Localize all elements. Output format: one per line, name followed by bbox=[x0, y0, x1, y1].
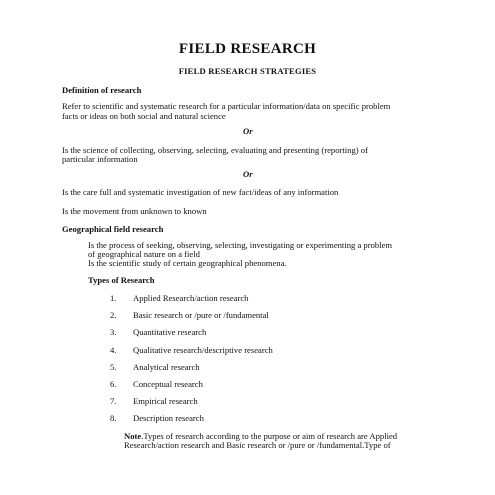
geo-line1: Is the process of seeking, observing, selecting, investigating or experimenting a problem bbox=[88, 240, 393, 250]
or-separator-2: Or bbox=[243, 169, 253, 179]
list-item-label: Applied Research/action research bbox=[133, 293, 249, 303]
list-item-number: 3. bbox=[110, 327, 117, 337]
page-subtitle: FIELD RESEARCH STRATEGIES bbox=[178, 66, 317, 76]
list-item-number: 6. bbox=[110, 379, 117, 389]
list-item-number: 4. bbox=[110, 345, 117, 355]
definition-para3: Is the care full and systematic investigation of new fact/ideas of any information bbox=[62, 187, 339, 197]
geo-line2: of geographical nature on a field bbox=[88, 249, 200, 259]
geo-line3: Is the scientific study of certain geographical phenomena. bbox=[88, 258, 287, 268]
list-item-number: 1. bbox=[110, 293, 117, 303]
types-heading: Types of Research bbox=[88, 275, 155, 285]
list-item-label: Empirical research bbox=[133, 396, 198, 406]
definition-para1-line1: Refer to scientific and systematic research for a particular information/data on specific problem bbox=[62, 101, 391, 111]
definition-heading: Definition of research bbox=[62, 85, 142, 95]
list-item-label: Description research bbox=[133, 413, 204, 423]
list-item-number: 5. bbox=[110, 362, 117, 372]
definition-para1-line2: facts or ideas on both social and natural science bbox=[62, 111, 226, 121]
definition-para2-line1: Is the science of collecting, observing, selecting, evaluating and presenting (reporting) of bbox=[62, 145, 368, 155]
list-item-number: 7. bbox=[110, 396, 117, 406]
list-item-label: Qualitative research/descriptive research bbox=[133, 345, 273, 355]
list-item-label: Basic research or /pure or /fundamental bbox=[133, 310, 269, 320]
list-item-number: 8. bbox=[110, 413, 117, 423]
or-separator-1: Or bbox=[243, 126, 253, 136]
geo-heading: Geographical field research bbox=[62, 224, 164, 234]
list-item-label: Quantitative research bbox=[133, 327, 207, 337]
list-item-label: Conceptual research bbox=[133, 379, 203, 389]
list-item-label: Analytical research bbox=[133, 362, 200, 372]
list-item-number: 2. bbox=[110, 310, 117, 320]
note-line2: Research/action research and Basic research or /pure or /fundamental.Type of bbox=[124, 440, 391, 450]
note-text: .Types of research according to the purpose or aim of research are Applied bbox=[141, 431, 398, 441]
note-label: Note bbox=[124, 431, 142, 441]
definition-para2-line2: particular information bbox=[62, 154, 138, 164]
page-title: FIELD RESEARCH bbox=[178, 41, 317, 57]
definition-para4: Is the movement from unknown to known bbox=[62, 206, 207, 216]
